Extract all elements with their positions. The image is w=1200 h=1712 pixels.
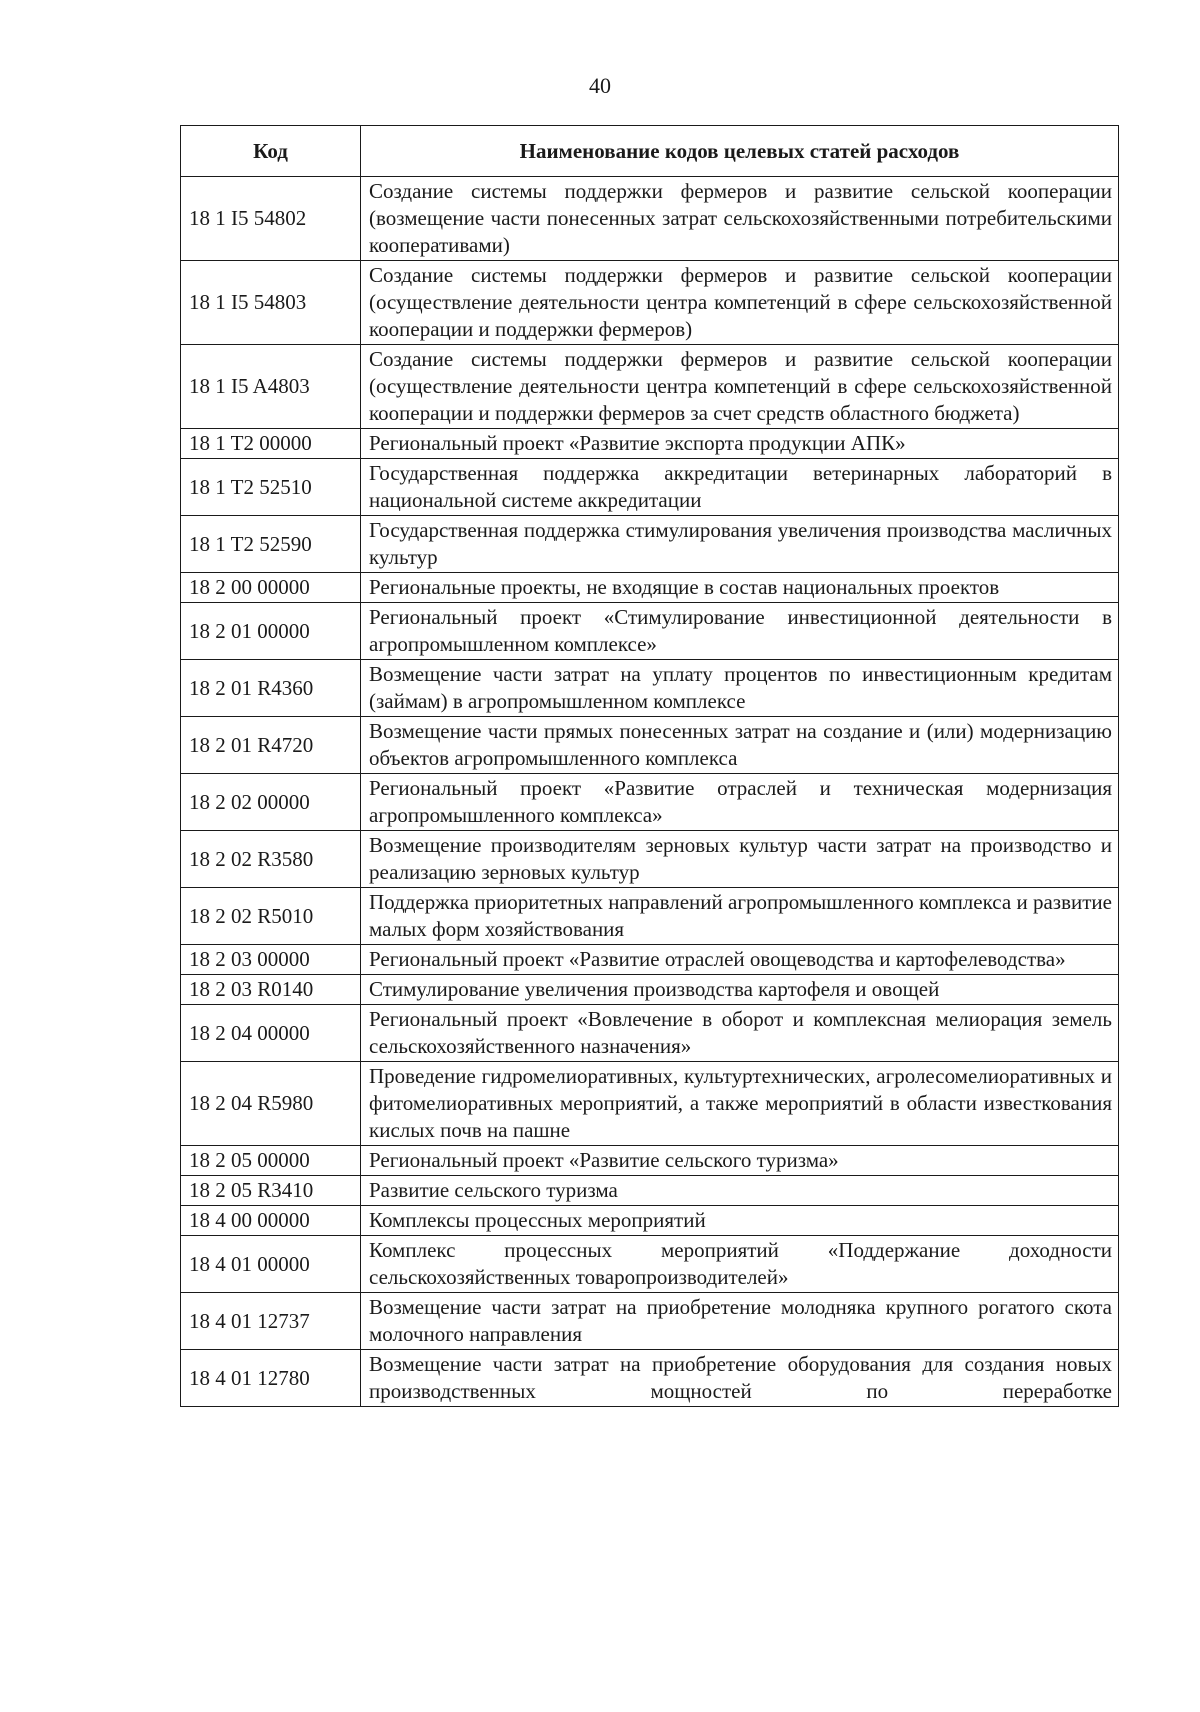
row-code: 18 2 02 R5010 bbox=[181, 888, 361, 945]
row-code: 18 2 04 00000 bbox=[181, 1005, 361, 1062]
table-row bbox=[181, 429, 1119, 459]
row-name: Возмещение части затрат на приобретение молодняка крупного рогатого скота молочного направления bbox=[361, 1293, 1119, 1350]
header-code: Код bbox=[181, 126, 361, 177]
table-row bbox=[181, 1236, 1119, 1293]
row-code: 18 2 01 R4360 bbox=[181, 660, 361, 717]
table-row bbox=[181, 888, 1119, 945]
table-row bbox=[181, 1005, 1119, 1062]
row-code: 18 1 I5 A4803 bbox=[181, 345, 361, 429]
page-number: 40 bbox=[589, 73, 611, 98]
row-name: Региональный проект «Стимулирование инвестиционной деятельности в агропромышленном комплексе» bbox=[361, 603, 1119, 660]
row-name: Государственная поддержка стимулирования увеличения производства масличных культур bbox=[361, 516, 1119, 573]
table-row bbox=[181, 459, 1119, 516]
row-name: Стимулирование увеличения производства картофеля и овощей bbox=[361, 975, 1119, 1005]
row-name: Региональный проект «Развитие экспорта продукции АПК» bbox=[361, 429, 1119, 459]
row-code: 18 2 04 R5980 bbox=[181, 1062, 361, 1146]
row-code: 18 1 T2 52590 bbox=[181, 516, 361, 573]
row-name: Создание системы поддержки фермеров и развитие сельской кооперации (возмещение части понесенных затрат сельскохозяйственными потребительскими кооперативами) bbox=[361, 177, 1119, 261]
row-name: Региональный проект «Вовлечение в оборот и комплексная мелиорация земель сельскохозяйственного назначения» bbox=[361, 1005, 1119, 1062]
table-row bbox=[181, 516, 1119, 573]
row-code: 18 1 T2 00000 bbox=[181, 429, 361, 459]
table-row bbox=[181, 603, 1119, 660]
table-row bbox=[181, 345, 1119, 429]
table-row bbox=[181, 261, 1119, 345]
row-name: Возмещение части затрат на уплату процентов по инвестиционным кредитам (займам) в агропромышленном комплексе bbox=[361, 660, 1119, 717]
table-row bbox=[181, 1062, 1119, 1146]
table-row bbox=[181, 945, 1119, 975]
row-code: 18 1 I5 54803 bbox=[181, 261, 361, 345]
table-row bbox=[181, 573, 1119, 603]
table-row bbox=[181, 1146, 1119, 1176]
table-row bbox=[181, 1350, 1119, 1407]
row-code: 18 2 05 R3410 bbox=[181, 1176, 361, 1206]
row-name: Создание системы поддержки фермеров и развитие сельской кооперации (осуществление деятельности центра компетенций в сфере сельскохозяйственной кооперации и поддержки фермеров) bbox=[361, 261, 1119, 345]
table-body bbox=[181, 177, 1119, 1407]
row-code: 18 2 01 00000 bbox=[181, 603, 361, 660]
table-row bbox=[181, 1293, 1119, 1350]
row-code: 18 4 01 12737 bbox=[181, 1293, 361, 1350]
row-code: 18 2 02 00000 bbox=[181, 774, 361, 831]
header-name: Наименование кодов целевых статей расходов bbox=[361, 126, 1119, 177]
row-name: Создание системы поддержки фермеров и развитие сельской кооперации (осуществление деятельности центра компетенций в сфере сельскохозяйственной кооперации и поддержки фермеров за счет средств областного бюджета) bbox=[361, 345, 1119, 429]
table-row bbox=[181, 660, 1119, 717]
row-code: 18 2 03 R0140 bbox=[181, 975, 361, 1005]
row-name: Государственная поддержка аккредитации ветеринарных лабораторий в национальной системе аккредитации bbox=[361, 459, 1119, 516]
row-name: Развитие сельского туризма bbox=[361, 1176, 1119, 1206]
table-row bbox=[181, 774, 1119, 831]
table-row bbox=[181, 717, 1119, 774]
row-code: 18 4 01 12780 bbox=[181, 1350, 361, 1407]
row-code: 18 1 T2 52510 bbox=[181, 459, 361, 516]
row-code: 18 1 I5 54802 bbox=[181, 177, 361, 261]
row-name: Возмещение части затрат на приобретение оборудования для создания новых производственных мощностей по переработке bbox=[361, 1350, 1119, 1407]
row-name: Поддержка приоритетных направлений агропромышленного комплекса и развитие малых форм хозяйствования bbox=[361, 888, 1119, 945]
row-code: 18 2 03 00000 bbox=[181, 945, 361, 975]
row-name: Возмещение части прямых понесенных затрат на создание и (или) модернизацию объектов агропромышленного комплекса bbox=[361, 717, 1119, 774]
row-name: Региональный проект «Развитие сельского туризма» bbox=[361, 1146, 1119, 1176]
table-row bbox=[181, 1176, 1119, 1206]
row-name: Комплекс процессных мероприятий «Поддержание доходности сельскохозяйственных товаропроизводителей» bbox=[361, 1236, 1119, 1293]
row-name: Региональные проекты, не входящие в состав национальных проектов bbox=[361, 573, 1119, 603]
row-name: Региональный проект «Развитие отраслей и техническая модернизация агропромышленного комплекса» bbox=[361, 774, 1119, 831]
row-code: 18 4 01 00000 bbox=[181, 1236, 361, 1293]
table-header-row bbox=[181, 126, 1119, 177]
table-row bbox=[181, 975, 1119, 1005]
row-code: 18 2 01 R4720 bbox=[181, 717, 361, 774]
row-name: Проведение гидромелиоративных, культуртехнических, агролесомелиоративных и фитомелиоративных мероприятий, а также мероприятий в области известкования кислых почв на пашне bbox=[361, 1062, 1119, 1146]
row-code: 18 2 00 00000 bbox=[181, 573, 361, 603]
row-code: 18 4 00 00000 bbox=[181, 1206, 361, 1236]
table-row bbox=[181, 831, 1119, 888]
row-name: Возмещение производителям зерновых культур части затрат на производство и реализацию зерновых культур bbox=[361, 831, 1119, 888]
target-articles-table bbox=[180, 125, 1119, 1407]
row-code: 18 2 02 R3580 bbox=[181, 831, 361, 888]
row-name: Региональный проект «Развитие отраслей овощеводства и картофелеводства» bbox=[361, 945, 1119, 975]
row-code: 18 2 05 00000 bbox=[181, 1146, 361, 1176]
table-row bbox=[181, 1206, 1119, 1236]
row-name: Комплексы процессных мероприятий bbox=[361, 1206, 1119, 1236]
target-articles-table-container bbox=[180, 125, 1118, 1407]
table-row bbox=[181, 177, 1119, 261]
